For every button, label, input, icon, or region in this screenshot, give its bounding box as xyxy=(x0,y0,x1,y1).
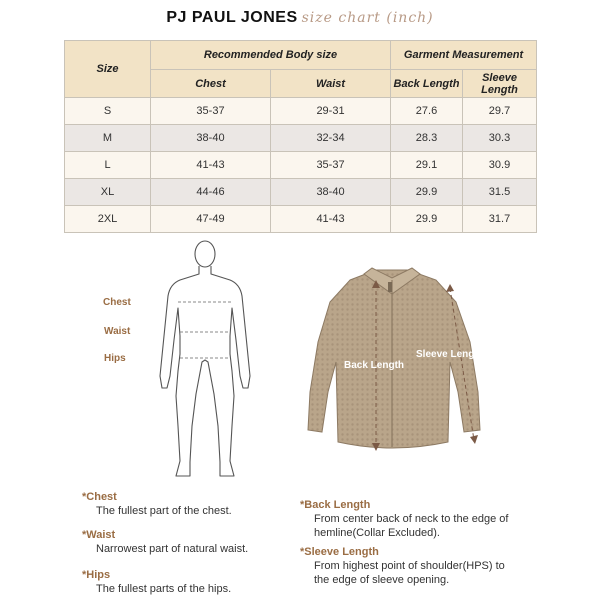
sleeve-length-column-header: Sleeve Length xyxy=(463,70,537,98)
sleeve-length-cell: 31.5 xyxy=(463,179,537,206)
sleeve-length-cell: 30.3 xyxy=(463,125,537,152)
size-cell: XL xyxy=(65,179,151,206)
sleeve-length-definition: *Sleeve Length From highest point of shoulder(HPS) to the edge of sleeve opening. xyxy=(300,546,505,586)
sweater-illustration xyxy=(300,262,510,467)
sleeve-length-garment-label: Sleeve Length xyxy=(416,349,484,360)
sleeve-length-definition-text-2: the edge of sleeve opening. xyxy=(314,574,450,586)
chest-cell: 44-46 xyxy=(151,179,271,206)
chest-definition: *Chest The fullest part of the chest. xyxy=(82,491,232,517)
garment-group-header: Garment Measurement xyxy=(391,41,537,70)
size-header: Size xyxy=(65,41,151,98)
chest-cell: 47-49 xyxy=(151,206,271,233)
back-length-garment-label: Back Length xyxy=(344,360,405,371)
back-length-column-header: Back Length xyxy=(391,70,463,98)
table-row xyxy=(65,125,537,152)
waist-cell: 35-37 xyxy=(271,152,391,179)
back-length-cell: 29.1 xyxy=(391,152,463,179)
table-row xyxy=(65,206,537,233)
body-outline-figure xyxy=(140,236,270,486)
chart-title xyxy=(0,6,600,30)
back-length-cell: 28.3 xyxy=(391,125,463,152)
hips-definition-term: Hips xyxy=(86,569,111,581)
sleeve-length-cell: 31.7 xyxy=(463,206,537,233)
waist-definition-text: Narrowest part of natural waist. xyxy=(96,543,249,555)
chest-definition-text: The fullest part of the chest. xyxy=(96,505,232,517)
hips-definition: *Hips The fullest parts of the hips. xyxy=(82,569,232,595)
hips-definition-text: The fullest parts of the hips. xyxy=(96,583,232,595)
sleeve-length-definition-term: Sleeve Length xyxy=(304,546,379,558)
chest-cell: 41-43 xyxy=(151,152,271,179)
chest-column-header: Chest xyxy=(151,70,271,98)
waist-definition: *Waist Narrowest part of natural waist. xyxy=(82,529,249,555)
chest-definition-term: Chest xyxy=(86,491,117,503)
sleeve-length-definition-text-1: From highest point of shoulder(HPS) to xyxy=(314,560,505,572)
sleeve-length-cell: 30.9 xyxy=(463,152,537,179)
table-row xyxy=(65,98,537,125)
waist-definition-term: Waist xyxy=(86,529,116,541)
body-size-group-header: Recommended Body size xyxy=(151,41,391,70)
waist-cell: 32-34 xyxy=(271,125,391,152)
size-cell: L xyxy=(65,152,151,179)
size-table xyxy=(64,40,537,233)
size-chart-subtitle: size chart (inch) xyxy=(301,10,434,26)
back-length-definition: *Back Length From center back of neck to the edge of hemline(Collar Excluded). xyxy=(300,499,509,539)
sleeve-length-cell: 29.7 xyxy=(463,98,537,125)
size-cell: S xyxy=(65,98,151,125)
chest-cell: 38-40 xyxy=(151,125,271,152)
brand-name: PJ PAUL JONES xyxy=(166,9,298,26)
back-length-cell: 29.9 xyxy=(391,206,463,233)
waist-cell: 29-31 xyxy=(271,98,391,125)
back-length-definition-term: Back Length xyxy=(304,499,371,511)
table-row xyxy=(65,152,537,179)
waist-figure-label: Waist xyxy=(104,326,131,337)
chest-cell: 35-37 xyxy=(151,98,271,125)
back-length-definition-text-1: From center back of neck to the edge of xyxy=(314,513,509,525)
waist-cell: 41-43 xyxy=(271,206,391,233)
size-cell: M xyxy=(65,125,151,152)
waist-column-header: Waist xyxy=(271,70,391,98)
back-length-definition-text-2: hemline(Collar Excluded). xyxy=(314,527,440,539)
table-row xyxy=(65,179,537,206)
size-cell: 2XL xyxy=(65,206,151,233)
back-length-cell: 27.6 xyxy=(391,98,463,125)
hips-figure-label: Hips xyxy=(104,353,126,364)
chest-figure-label: Chest xyxy=(103,297,131,308)
back-length-cell: 29.9 xyxy=(391,179,463,206)
waist-cell: 38-40 xyxy=(271,179,391,206)
